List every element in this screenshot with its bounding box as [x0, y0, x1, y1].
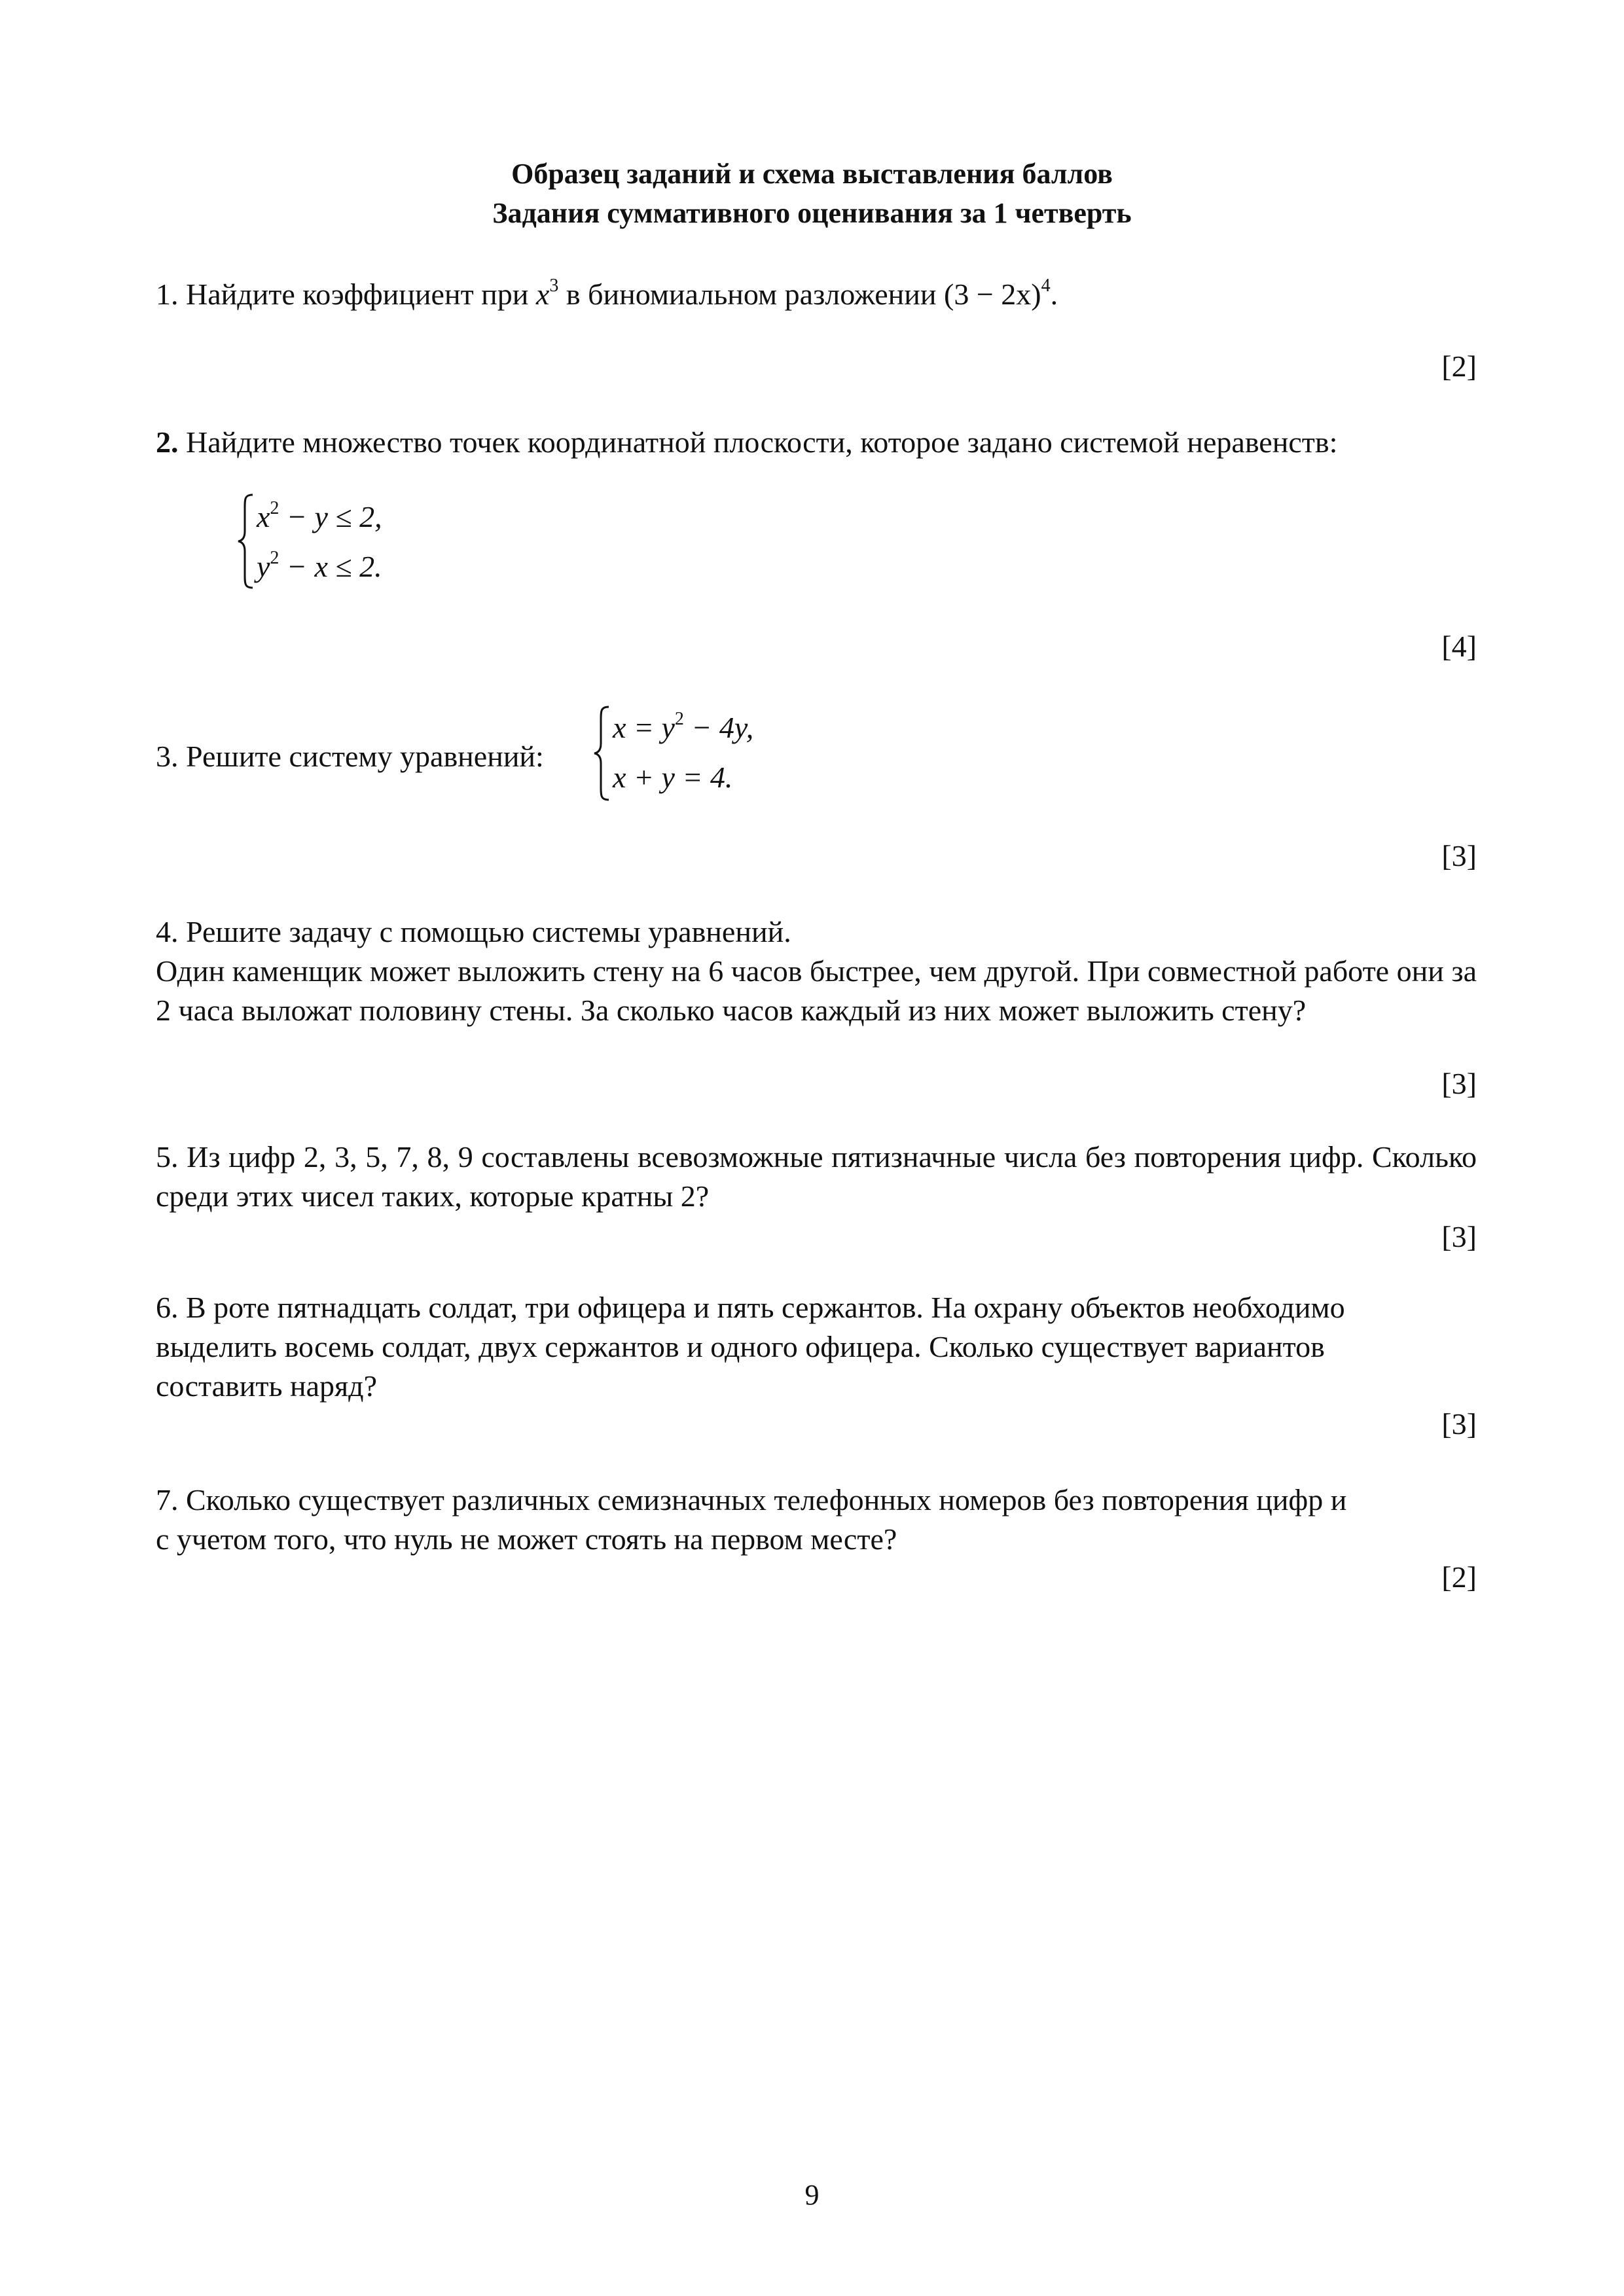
task-text: Сколько существует различных семизначных телефонных номеров без повторения цифр и	[186, 1483, 1347, 1516]
document-title: Образец заданий и схема выставления баллов	[511, 158, 1113, 190]
task-3	[156, 737, 544, 776]
task-1: 1. Найдите коэффициент при $x^3$ в биномиальном разложении $(3 - 2x)^4$.	[156, 276, 1058, 311]
task-number: 7.	[156, 1483, 179, 1516]
math-expression: (3 − 2x)	[944, 278, 1041, 311]
task-number: 6.	[156, 1291, 179, 1324]
task-5	[156, 1138, 1477, 1216]
math-exponent: 3	[549, 276, 559, 296]
task-number: 5.	[156, 1140, 179, 1174]
document-subtitle: Задания суммативного оценивания за 1 четверть	[492, 197, 1132, 229]
task-4-text: Один каменщик может выложить стену на 6 часов быстрее, чем другой. При совместной работе они за 2 часа выложат половину стены. За сколько часов каждый из них может выложить стену?	[156, 954, 1477, 1027]
task-number: 4.	[156, 915, 179, 948]
task-number: 3.	[156, 740, 179, 773]
math-exponent: 4	[1041, 276, 1051, 296]
task-6-line-3: составить наряд?	[156, 1369, 377, 1403]
task-text: В роте пятнадцать солдат, три офицера и пять сержантов. На охрану объектов необходимо	[186, 1291, 1345, 1324]
task-6-line-2: выделить восемь солдат, двух сержантов и одного офицера. Сколько существует вариантов	[156, 1330, 1325, 1363]
task-text: Решите задачу с помощью системы уравнений.	[186, 915, 791, 948]
points-label: [3]	[1441, 1220, 1477, 1253]
inequality-line-1: $x^2 - y \le 2$,	[257, 498, 382, 533]
task-text: Из цифр 2, 3, 5, 7, 8, 9 составлены всевозможные пятизначные числа без повторения цифр. Сколько среди этих чисел таких, которые кратны 2?	[156, 1140, 1477, 1213]
points-label: [2]	[1441, 1560, 1477, 1594]
task-text: Решите систему уравнений:	[186, 740, 544, 773]
points-label: [3]	[1441, 1407, 1477, 1441]
task-4-title	[156, 912, 791, 952]
task-text: в биномиальном разложении	[566, 278, 937, 311]
task-number: 1.	[156, 278, 179, 311]
points-label: [4]	[1441, 630, 1477, 663]
system-brace	[237, 492, 255, 590]
points-label: [3]	[1441, 839, 1477, 872]
task-2	[156, 423, 1337, 462]
task-text: Найдите коэффициент при	[186, 278, 529, 311]
page-number: 9	[804, 2179, 820, 2211]
inequality-line-2: $y^2 - x \le 2$.	[257, 548, 382, 583]
task-7-line-1	[156, 1480, 1346, 1520]
math-var: x	[535, 278, 550, 311]
task-7-line-2: с учетом того, что нуль не может стоять на первом месте?	[156, 1522, 897, 1556]
points-label: [2]	[1441, 350, 1477, 383]
points-label: [3]	[1441, 1067, 1477, 1100]
task-text: Найдите множество точек координатной плоскости, которое задано системой неравенств:	[186, 425, 1338, 459]
task-6-line-1	[156, 1288, 1345, 1327]
task-number: 2.	[156, 425, 179, 459]
equation-line-1: $x = y^2 - 4y$,	[613, 709, 754, 744]
system-brace	[593, 704, 611, 802]
equation-line-2: x + y = 4.	[613, 761, 733, 794]
